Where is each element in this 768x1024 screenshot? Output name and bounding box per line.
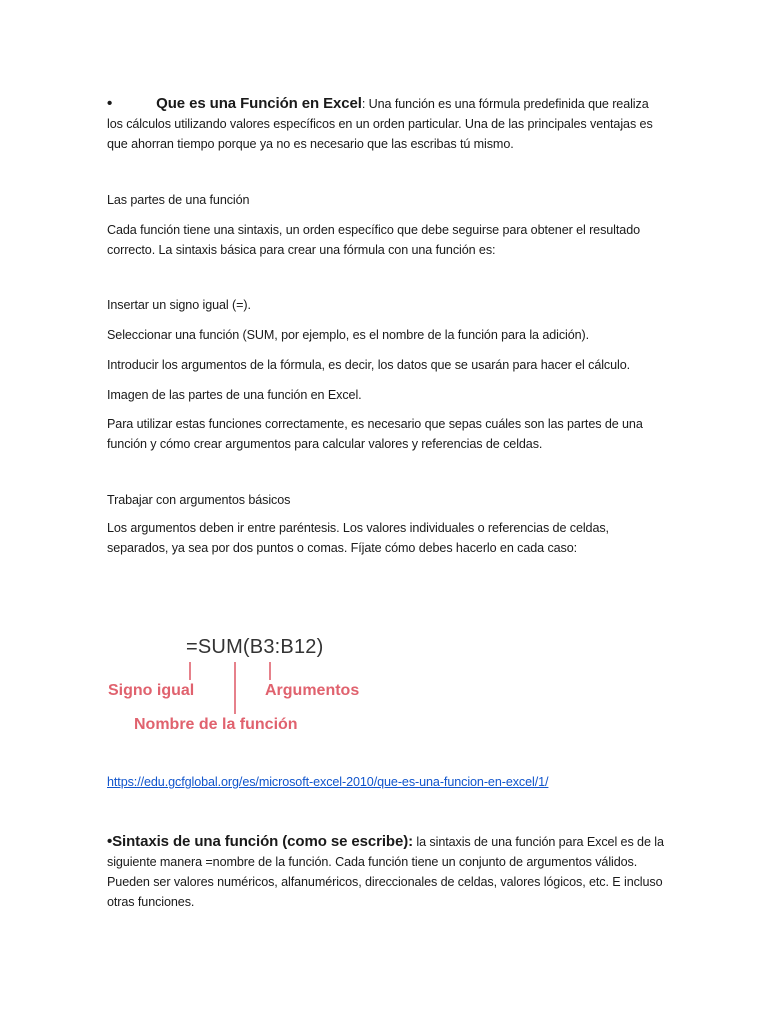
label-nombre-funcion: Nombre de la función (134, 716, 298, 733)
reference-link[interactable]: https://edu.gcfglobal.org/es/microsoft-excel-2010/que-es-una-funcion-en-excel/1/ (107, 775, 549, 789)
step-3: Introducir los argumentos de la fórmula, es decir, los datos que se usarán para hacer el cálculo. (107, 358, 631, 372)
function-parts-diagram (100, 628, 420, 748)
partes-intro: Cada función tiene una sintaxis, un orden específico que debe seguirse para obtener el resultado correcto. La sintaxis básica para crear una fórmula con una función es: (107, 223, 640, 257)
sintaxis-text: la sintaxis de una función para Excel es de la siguiente manera =nombre de la función. Cada función tiene un conjunto de argumentos válidos. Pueden ser valores numéricos, alfanuméricos, direccionales de celdas, valores lógicos, etc. E incluso otras funciones. (107, 835, 664, 909)
step-1: Insertar un signo igual (=). (107, 298, 251, 312)
argumentos-title: Trabajar con argumentos básicos (107, 493, 291, 507)
bullet: • (107, 95, 113, 112)
formula-example: =SUM(B3:B12) (186, 636, 324, 658)
section-sintaxis (107, 832, 667, 912)
label-signo-igual: Signo igual (108, 682, 195, 699)
step-2: Seleccionar una función (SUM, por ejemplo, es el nombre de la función para la adición). (107, 328, 590, 342)
partes-title: Las partes de una función (107, 193, 250, 207)
label-argumentos: Argumentos (265, 682, 360, 699)
reference-link-row (107, 772, 667, 792)
sintaxis-heading: •Sintaxis de una función (como se escribe): (107, 833, 414, 850)
partes-para: Para utilizar estas funciones correctamente, es necesario que sepas cuáles son las partes de una función y cómo crear argumentos para calcular valores y referencias de celdas. (107, 417, 643, 451)
section-intro (107, 94, 667, 154)
section-text: : Una función es una fórmula predefinida que realiza los cálculos utilizando valores específicos en un orden particular. Una de las principales ventajas es que ahorran tiempo porque ya no es necesario que las escribas tú mismo. (107, 97, 653, 151)
section-heading: Que es una Función en Excel (156, 95, 362, 112)
argumentos-text: Los argumentos deben ir entre paréntesis. Los valores individuales o referencias de celdas, separados, ya sea por dos puntos o comas. Fíjate cómo debes hacerlo en cada caso: (107, 521, 609, 555)
image-caption: Imagen de las partes de una función en Excel. (107, 388, 362, 402)
